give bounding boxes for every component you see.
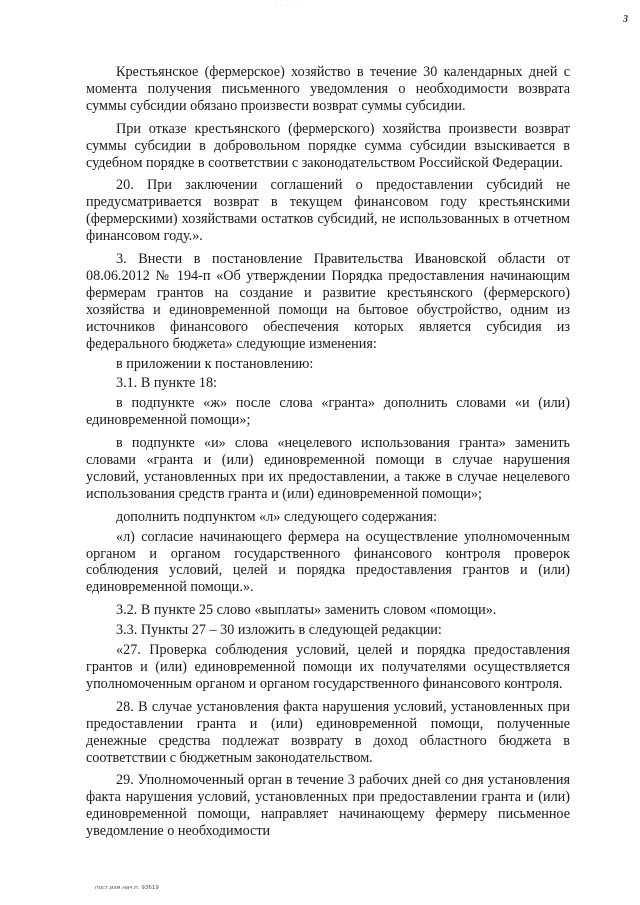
page-number: 3 <box>623 14 628 25</box>
paragraph-appendix: в приложении к постановлению: <box>116 355 314 372</box>
paragraph-subitem-i: в подпункте «и» слова «нецелевого использования гранта» заменить словами «гранта и (или) единовременной помощи в случае нарушения условий, установленных при их предоставлении, а также в случае нецелевого использования средств гранта и (или) единовременной помощи»; <box>86 435 570 502</box>
file-reference: пост.изм.нач.п. 93619 <box>95 885 159 891</box>
paragraph-item-20: 20. При заключении соглашений о предоставлении субсидий не предусматривается возврат в текущем финансовом году крестьянскими (фермерскими) хозяйствами остатков субсидий, не использованных в отчетном финансовом году.». <box>86 177 570 245</box>
paragraph-item-29: 29. Уполномоченный орган в течение 3 рабочих дней со дня установления факта нарушения условий, установленных при предоставлении гранта и (или) единовременной помощи, направляет начинающему фермеру письменное уведомление о необходимости <box>86 772 570 840</box>
paragraph-subitem-zh: в подпункте «ж» после слова «гранта» дополнить словами «и (или) единовременной помощи»; <box>86 395 570 429</box>
paragraph-item-28: 28. В случае установления факта нарушения условий, установленных при предоставлении гранта и (или) единовременной помощи, полученные денежные средства подлежат возврату в доход областного бюджета в соответствии с бюджетным законодательством. <box>86 698 570 766</box>
document-body <box>86 64 570 846</box>
paragraph-item-27: «27. Проверка соблюдения условий, целей и порядка предоставления грантов и (или) единовременной помощи их получателями осуществляется уполномоченным органом и органом государственного финансового контроля. <box>86 642 570 692</box>
paragraph-return-deadline: Крестьянское (фермерское) хозяйство в течение 30 календарных дней с момента получения письменного уведомления о необходимости возврата суммы субсидии обязано произвести возврат суммы субсидии. <box>86 64 570 114</box>
paragraph-3-3: 3.3. Пункты 27 – 30 изложить в следующей редакции: <box>116 622 442 639</box>
paragraph-refusal: При отказе крестьянского (фермерского) хозяйства произвести возврат суммы субсидии в добровольном порядке сумма субсидии взыскивается в судебном порядке в соответствии с законодательством Российской Федерации. <box>86 120 570 171</box>
paragraph-item-3: 3. Внести в постановление Правительства Ивановской области от 08.06.2012 № 194-п «Об утверждении Порядка предоставления начинающим фермерам грантов на создание и развитие крестьянского (фермерского) хозяйства и единовременной помощи на бытовое обустройство, одним из источников финансового обеспечения которых является субсидия из федерального бюджета» следующие изменения: <box>86 251 570 352</box>
scan-artifact: · · · · · <box>275 3 300 9</box>
paragraph-subitem-l: «л) согласие начинающего фермера на осуществление уполномоченным органом и органом государственного финансового контроля проверок соблюдения условий, целей и порядка предоставления грантов и (или) единовременной помощи.». <box>86 528 570 596</box>
paragraph-3-1: 3.1. В пункте 18: <box>116 375 217 392</box>
paragraph-add-subitem: дополнить подпунктом «л» следующего содержания: <box>116 508 438 525</box>
paragraph-3-2: 3.2. В пункте 25 слово «выплаты» заменить словом «помощи». <box>116 602 497 619</box>
